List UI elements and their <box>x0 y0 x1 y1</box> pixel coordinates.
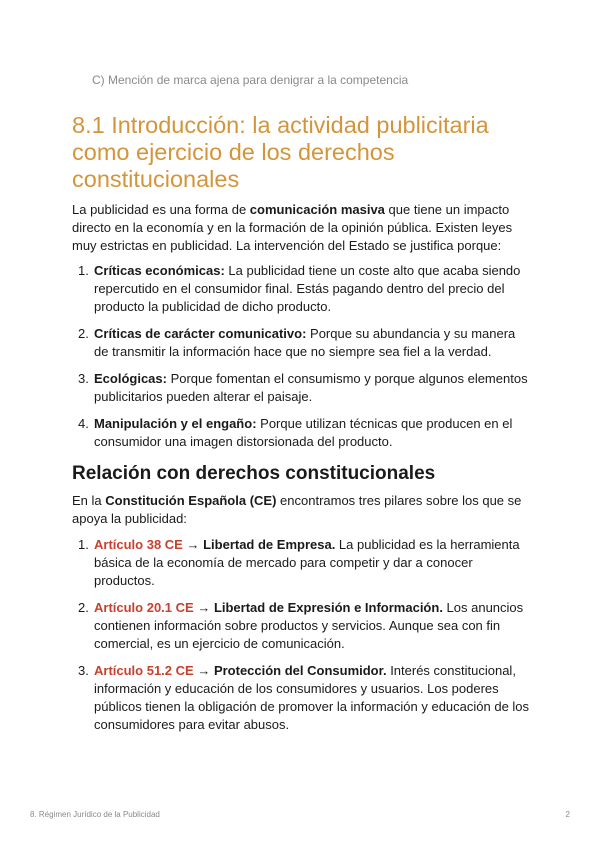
list-item-title: Críticas económicas: <box>94 263 225 278</box>
intro-text: que tiene un impacto directo en la economía y en la formación de la opinión pública. Existen leyes muy estrictas en publicidad. La intervención del Estado se justifica porque: <box>72 202 513 253</box>
list-number: 4. <box>78 416 89 431</box>
intro2-bold: Constitución Española (CE) <box>105 493 277 508</box>
arrow-icon: → <box>193 663 214 678</box>
list-number: 1. <box>78 537 89 552</box>
list-number: 1. <box>78 263 89 278</box>
intro-paragraph <box>72 201 532 255</box>
list-number: 2. <box>78 600 89 615</box>
criticisms-list <box>72 262 532 460</box>
list-number: 3. <box>78 663 89 678</box>
list-item-title: Ecológicas: <box>94 371 167 386</box>
article-reference: Artículo 38 CE <box>94 537 183 552</box>
intro2-paragraph <box>72 492 532 528</box>
section-title: 8.1 Introducción: la actividad publicitaria como ejercicio de los derechos constitucionales <box>72 112 489 192</box>
list-item-text: Porque su abundancia y su manera de transmitir la información hace que no siempre sea fiel a la verdad. <box>94 326 516 359</box>
list-item <box>72 262 532 316</box>
list-item-title: Libertad de Empresa. <box>203 537 336 552</box>
arrow-icon: → <box>193 600 214 615</box>
list-item-title: Protección del Consumidor. <box>213 663 387 678</box>
list-item <box>72 325 532 361</box>
article-reference: Artículo 20.1 CE <box>94 600 194 615</box>
intro-bold: comunicación masiva <box>249 202 385 217</box>
list-item-text: Los anuncios contienen información sobre productos y servicios. Aunque sea con fin comercial, es un ejercicio de comunicación. <box>94 600 524 651</box>
previous-item-note: C) Mención de marca ajena para denigrar a la competencia <box>92 73 409 87</box>
articles-list <box>72 536 532 743</box>
list-item <box>72 415 532 451</box>
intro2-text: encontramos tres pilares sobre los que se apoya la publicidad: <box>72 493 522 526</box>
list-item-title: Críticas de carácter comunicativo: <box>94 326 307 341</box>
list-item-text: Porque fomentan el consumismo y porque algunos elementos publicitarios pueden alterar el paisaje. <box>94 371 528 404</box>
list-item-text: Porque utilizan técnicas que producen en el consumidor una imagen distorsionada del producto. <box>94 416 513 449</box>
list-number: 2. <box>78 326 89 341</box>
footer-chapter: 8. Régimen Jurídico de la Publicidad <box>30 810 160 819</box>
article-reference: Artículo 51.2 CE <box>94 663 194 678</box>
list-item <box>72 370 532 406</box>
intro-text: La publicidad es una forma de <box>72 202 250 217</box>
page-number: 2 <box>565 810 570 819</box>
list-item-text: La publicidad tiene un coste alto que acaba siendo repercutido en el consumidor final. Estás pagando dentro del precio del producto la publicidad de dicho producto. <box>94 263 521 314</box>
list-item-title: Manipulación y el engaño: <box>94 416 257 431</box>
list-item-text: Interés constitucional, información y educación de los consumidores y usuarios. Los poderes públicos tienen la obligación de promover la información y educación de los consumidores para evitar abusos. <box>94 663 530 732</box>
intro2-text: En la <box>72 493 106 508</box>
list-item <box>72 536 532 590</box>
list-item <box>72 662 532 734</box>
list-item <box>72 599 532 653</box>
list-item-title: Libertad de Expresión e Información. <box>213 600 443 615</box>
arrow-icon: → <box>182 537 204 552</box>
subsection-title: Relación con derechos constitucionales <box>72 463 436 484</box>
list-number: 3. <box>78 371 89 386</box>
list-item-text: La publicidad es la herramienta básica de la economía de mercado para competir y dar a conocer productos. <box>94 537 520 588</box>
